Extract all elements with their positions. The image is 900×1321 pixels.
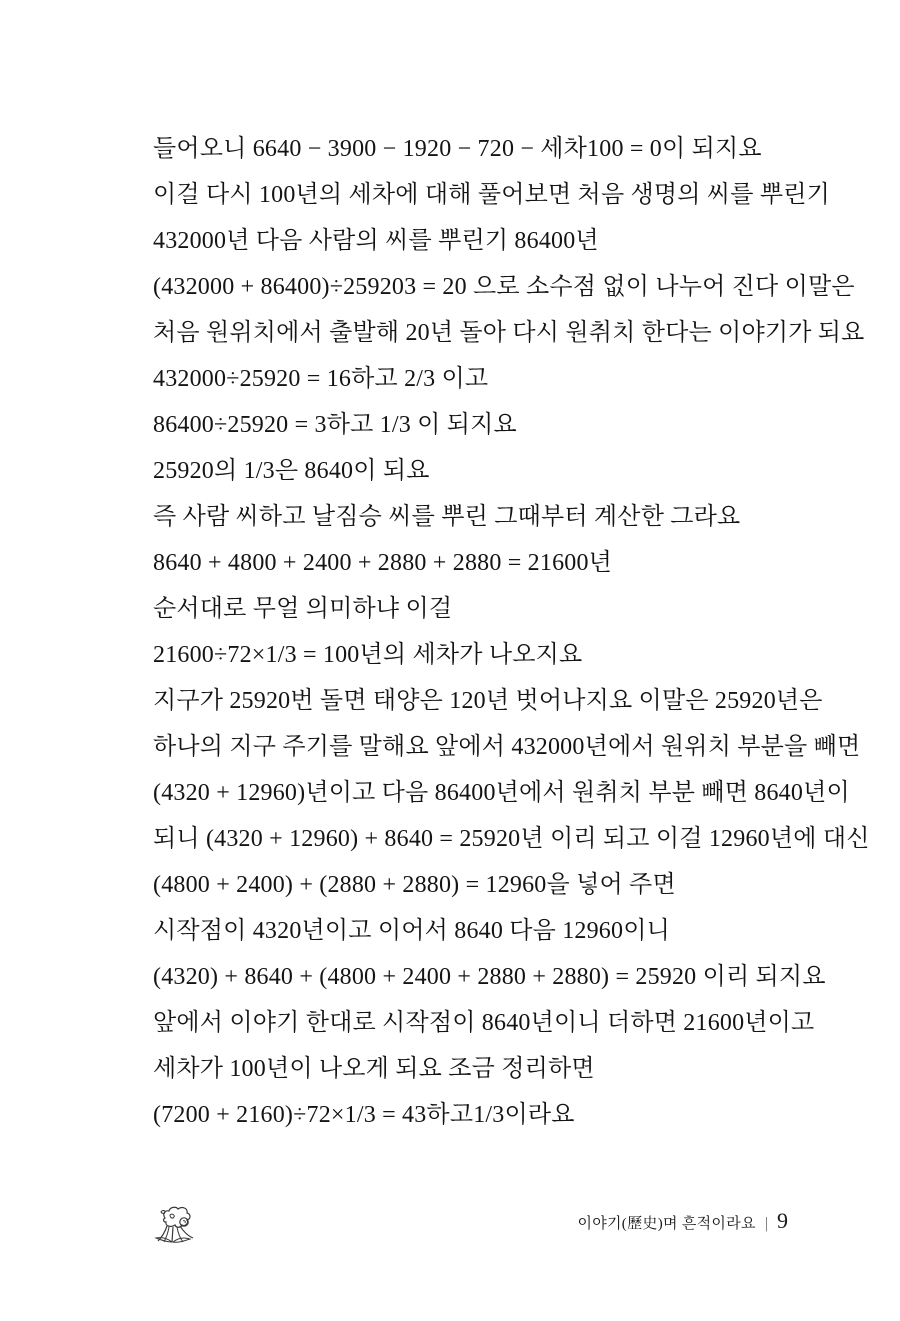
flower-sketch-icon (153, 1202, 197, 1244)
running-footer (577, 1208, 788, 1234)
body-line: (432000 + 86400)÷259203 = 20 으로 소수점 없이 나누어 진다 이말은 (153, 274, 855, 300)
body-line: 25920의 1/3은 8640이 되요 (153, 458, 430, 484)
body-line: 들어오니 6640 − 3900 − 1920 − 720 − 세차100 = 0이 되지요 (153, 136, 762, 162)
body-line: 되니 (4320 + 12960) + 8640 = 25920년 이리 되고 이걸 12960년에 대신 (153, 826, 870, 852)
body-line: 8640 + 4800 + 2400 + 2880 + 2880 = 21600년 (153, 550, 613, 576)
body-line: (7200 + 2160)÷72×1/3 = 43하고1/3이라요 (153, 1102, 575, 1128)
body-line: 시작점이 4320년이고 이어서 8640 다음 12960이니 (153, 918, 670, 944)
body-line: 432000÷25920 = 16하고 2/3 이고 (153, 366, 489, 392)
running-title: 이야기(歷史)며 흔적이라요 (577, 1216, 756, 1232)
body-line: 지구가 25920번 돌면 태양은 120년 벗어나지요 이말은 25920년은 (153, 688, 823, 714)
body-line: 21600÷72×1/3 = 100년의 세차가 나오지요 (153, 642, 583, 668)
body-line: 하나의 지구 주기를 말해요 앞에서 432000년에서 원위치 부분을 빼면 (153, 734, 861, 760)
body-line: 세차가 100년이 나오게 되요 조금 정리하면 (153, 1056, 595, 1082)
body-line: 앞에서 이야기 한대로 시작점이 8640년이니 더하면 21600년이고 (153, 1010, 815, 1036)
body-text (153, 126, 870, 1138)
body-line: 이걸 다시 100년의 세차에 대해 풀어보면 처음 생명의 씨를 뿌린기 (153, 182, 830, 208)
body-line: (4320) + 8640 + (4800 + 2400 + 2880 + 2880) = 25920 이리 되지요 (153, 964, 826, 990)
body-line: 처음 원위치에서 출발해 20년 돌아 다시 원취치 한다는 이야기가 되요 (153, 320, 865, 346)
body-line: (4800 + 2400) + (2880 + 2880) = 12960을 넣어 주면 (153, 872, 676, 898)
body-line: (4320 + 12960)년이고 다음 86400년에서 원취치 부분 빼면 8640년이 (153, 780, 850, 806)
body-line: 순서대로 무얼 의미하냐 이걸 (153, 596, 453, 622)
body-line: 432000년 다음 사람의 씨를 뿌린기 86400년 (153, 228, 599, 254)
body-line: 86400÷25920 = 3하고 1/3 이 되지요 (153, 412, 517, 438)
page-footer (0, 1196, 900, 1256)
footer-separator: | (765, 1215, 768, 1232)
page-number: 9 (777, 1208, 788, 1233)
body-line: 즉 사람 씨하고 날짐승 씨를 뿌린 그때부터 계산한 그라요 (153, 504, 741, 530)
